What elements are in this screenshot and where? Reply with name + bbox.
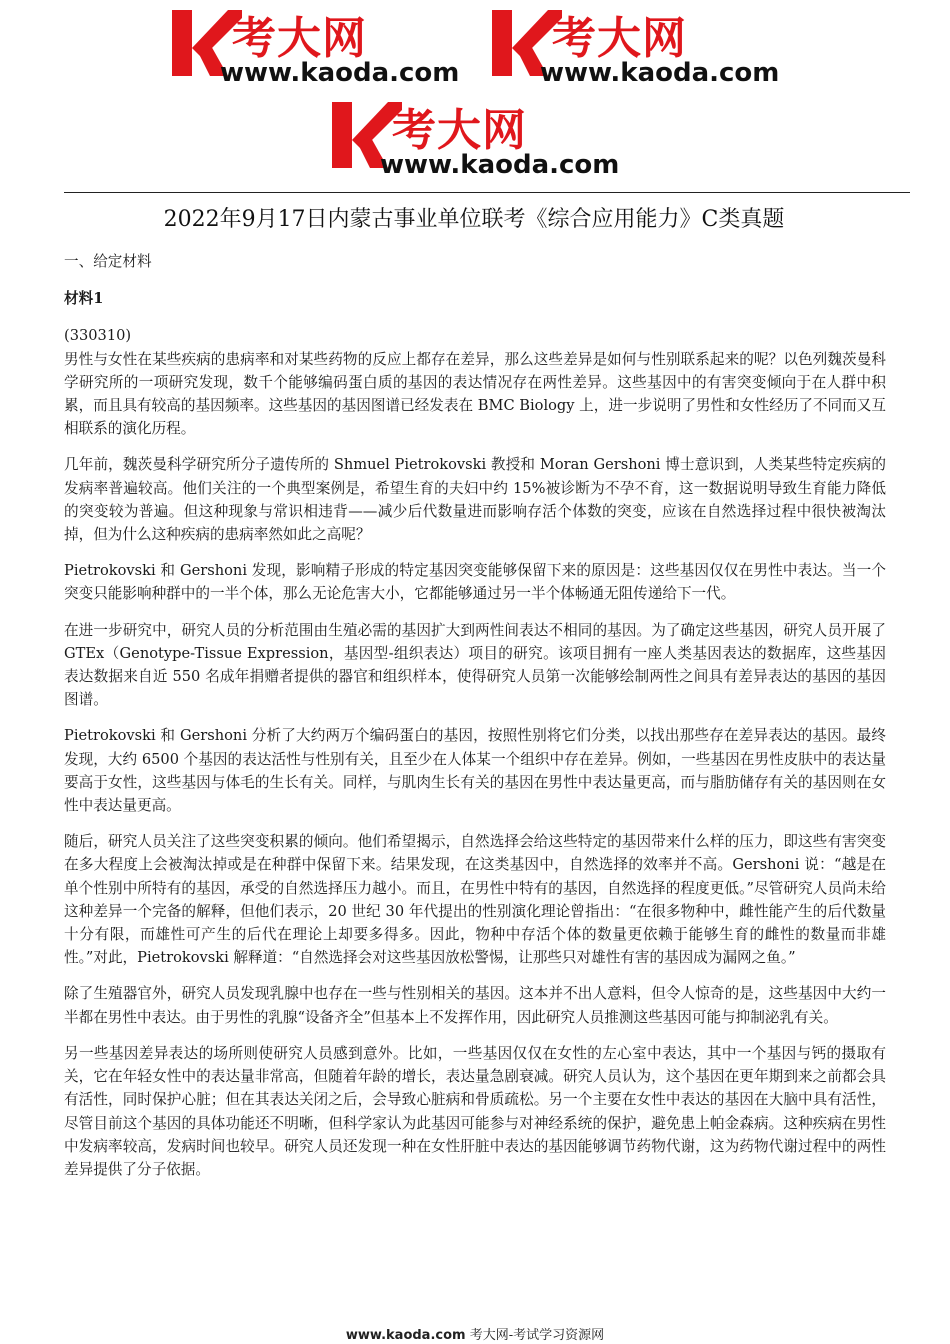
kaoda-logo — [330, 100, 650, 180]
material-label: 材料1 — [64, 290, 104, 308]
paragraph: 男性与女性在某些疾病的患病率和对某些药物的反应上都存在差异，那么这些差异是如何与性别联系起来的呢？以色列魏茨曼科学研究所的一项研究发现，数千个能够编码蛋白质的基因的表达情况存在两性差异。这些基因中的有害突变倾向于在人群中积累，而且具有较高的基因频率。这些基因的基因图谱已经发表在 BMC Biology 上，进一步说明了男性和女性经历了不同而又互相联系的演化历程。 — [64, 350, 886, 438]
paragraph: Pietrokovski 和 Gershoni 分析了大约两万个编码蛋白的基因，按照性别将它们分类，以找出那些存在差异表达的基因。最终发现，大约 6500 个基因的表达活性与性别有关，且至少在人体某一个组织中存在差异。例如，一些基因在男性皮肤中的表达量要高于女性，这些基因与体毛的生长有关。同样，与肌肉生长有关的基因在男性中表达量更高，而与脂肪储存有关的基因则在女性中表达量更高。 — [64, 727, 886, 815]
footer-text: 考大网-考试学习资源网 — [465, 1328, 605, 1343]
document-body — [64, 250, 886, 1194]
paragraph: 几年前，魏茨曼科学研究所分子遗传所的 Shmuel Pietrokovski 教授和 Moran Gershoni 博士意识到，人类某些特定疾病的发病率普遍较高。他们关注的一个典型案例是，希望生育的夫妇中约 15%被诊断为不孕不育，这一数据说明导致生育能力降低的突变较为普遍。但这种现象与常识相违背——减少后代数量进而影响存活个体数的突变，应该在自然选择过程中很快被淘汰掉，但为什么这种疾病的患病率然如此之高呢？ — [64, 456, 886, 544]
section-heading: 一、给定材料 — [64, 253, 152, 270]
logo-url: www.kaoda.com — [380, 150, 620, 180]
question-code: (330310) — [64, 327, 132, 345]
page-footer — [0, 1324, 950, 1343]
document-title: 2022年9月17日内蒙古事业单位联考《综合应用能力》C类真题 — [163, 207, 785, 232]
logo-text: 考大网 — [392, 105, 527, 156]
paragraph: 在进一步研究中，研究人员的分析范围由生殖必需的基因扩大到两性间表达不相同的基因。为了确定这些基因，研究人员开展了 GTEx（Genotype-Tissue Expression，基因型-组织表达）项目的研究。该项目拥有一座人类基因表达的数据库，这些基因表达数据来自近 550 名成年捐赠者提供的器官和组织样本，使得研究人员第一次能够绘制两性之间具有差异表达的基因的基因图谱。 — [64, 621, 886, 709]
paragraph: Pietrokovski 和 Gershoni 发现，影响精子形成的特定基因突变能够保留下来的原因是：这些基因仅仅在男性中表达。当一个突变只能影响种群中的一半个体，那么无论危害大小，它都能够通过另一半个体畅通无阻传递给下一代。 — [64, 562, 886, 603]
logo-url: www.kaoda.com — [220, 58, 460, 88]
paragraph: 另一些基因差异表达的场所则使研究人员感到意外。比如，一些基因仅仅在女性的左心室中表达，其中一个基因与钙的摄取有关，它在年轻女性中的表达量非常高，但随着年龄的增长，表达量急剧衰减。研究人员认为，这个基因在更年期到来之前都会具有活性，同时保护心脏；但在其表达关闭之后，会导致心脏病和骨质疏松。另一个主要在女性中表达的基因在大脑中具有活性，尽管目前这个基因的具体功能还不明晰，但科学家认为此基因可能参与对神经系统的保护，避免患上帕金森病。这种疾病在男性中发病率较高，发病时间也较早。研究人员还发现一种在女性肝脏中表达的基因能够调节药物代谢，这为药物代谢过程中的两性差异提供了分子依据。 — [64, 1044, 886, 1178]
kaoda-logo — [490, 8, 810, 88]
logo-url: www.kaoda.com — [540, 58, 780, 88]
logo-text: 考大网 — [552, 13, 687, 64]
paragraph: 随后，研究人员关注了这些突变积累的倾向。他们希望揭示，自然选择会给这些特定的基因带来什么样的压力，即这些有害突变在多大程度上会被淘汰掉或是在种群中保留下来。结果发现，在这类基因中，自然选择的效率并不高。Gershoni 说：“越是在单个性别中所特有的基因，承受的自然选择压力越小。而且，在男性中特有的基因，自然选择的程度更低。”尽管研究人员尚未给这种差异一个完备的解释，但他们表示，20 世纪 30 年代提出的性别演化理论曾指出：“在很多物种中，雌性能产生的后代数量十分有限，而雄性可产生的后代在理论上却要多得多。因此，物种中存活个体的数量更依赖于能够生育的雌性的数量而非雄性。”对此，Pietrokovski 解释道：“自然选择会对这些基因放松警惕，让那些只对雄性有害的基因成为漏网之鱼。” — [64, 833, 886, 967]
footer-site-link[interactable]: www.kaoda.com — [345, 1328, 466, 1343]
header-divider — [64, 192, 910, 193]
paragraph: 除了生殖器官外，研究人员发现乳腺中也存在一些与性别相关的基因。这本并不出人意料，但令人惊奇的是，这些基因中大约一半都在男性中表达。由于男性的乳腺“设备齐全”但基本上不发挥作用，因此研究人员推测这些基因可能与抑制泌乳有关。 — [64, 985, 886, 1026]
kaoda-logo — [170, 8, 490, 88]
logo-text: 考大网 — [232, 13, 367, 64]
